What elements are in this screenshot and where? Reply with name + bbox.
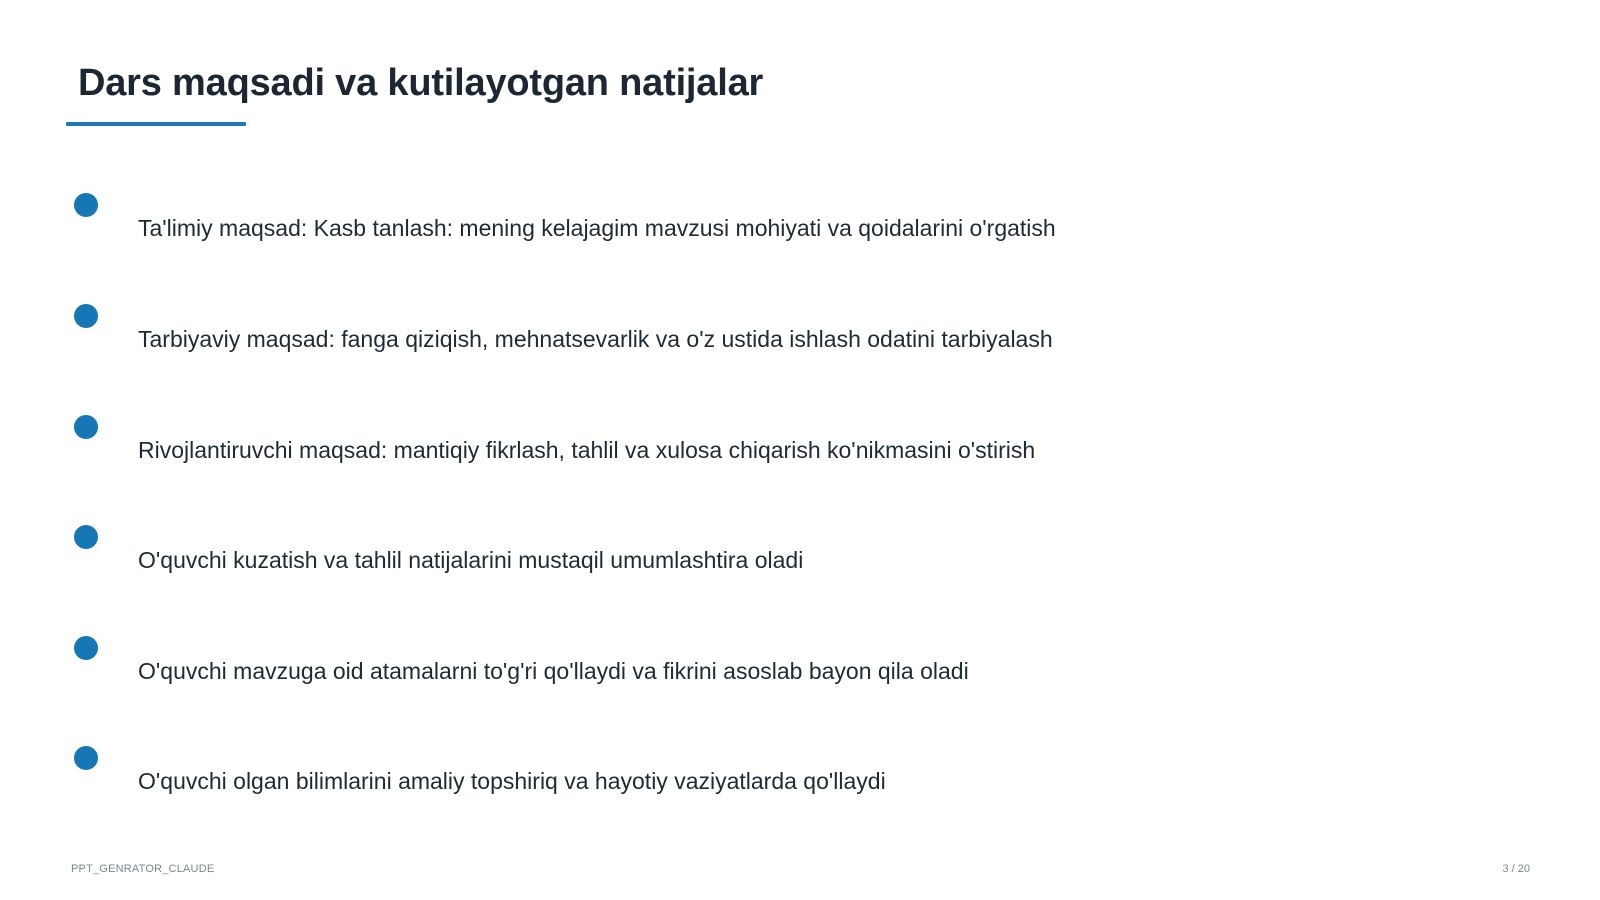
bullet-text: O'quvchi mavzuga oid atamalarni to'g'ri qo'llaydi va fikrini asoslab bayon qila oladi bbox=[138, 658, 969, 684]
bullet-text: Rivojlantiruvchi maqsad: mantiqiy fikrlash, tahlil va xulosa chiqarish ko'nikmasini o'stirish bbox=[138, 437, 1036, 463]
bullet-text: O'quvchi olgan bilimlarini amaliy topshiriq va hayotiy vaziyatlarda qo'llaydi bbox=[138, 768, 886, 794]
bullet-item bbox=[0, 746, 1600, 836]
bullet-dot-icon bbox=[74, 415, 98, 439]
bullet-dot-icon bbox=[74, 525, 98, 549]
bullet-dot-icon bbox=[74, 636, 98, 660]
bullet-dot-icon bbox=[74, 746, 98, 770]
bullet-text: Ta'limiy maqsad: Kasb tanlash: mening kelajagim mavzusi mohiyati va qoidalarini o'rgatish bbox=[138, 215, 1056, 241]
bullet-item bbox=[0, 636, 1600, 726]
bullet-item bbox=[0, 525, 1600, 615]
page-indicator: 3 / 20 bbox=[1502, 863, 1530, 875]
bullet-item bbox=[0, 304, 1600, 394]
bullet-item bbox=[0, 193, 1600, 283]
bullet-text: O'quvchi kuzatish va tahlil natijalarini mustaqil umumlashtira oladi bbox=[138, 547, 804, 573]
bullet-dot-icon bbox=[74, 193, 98, 217]
bullet-text: Tarbiyaviy maqsad: fanga qiziqish, mehnatsevarlik va o'z ustida ishlash odatini tarbiyalash bbox=[138, 326, 1053, 352]
bullet-dot-icon bbox=[74, 304, 98, 328]
bullet-item bbox=[0, 415, 1600, 505]
footer-generator-label: PPT_GENRATOR_CLAUDE bbox=[71, 863, 215, 875]
slide-title: Dars maqsadi va kutilayotgan natijalar bbox=[78, 62, 764, 104]
